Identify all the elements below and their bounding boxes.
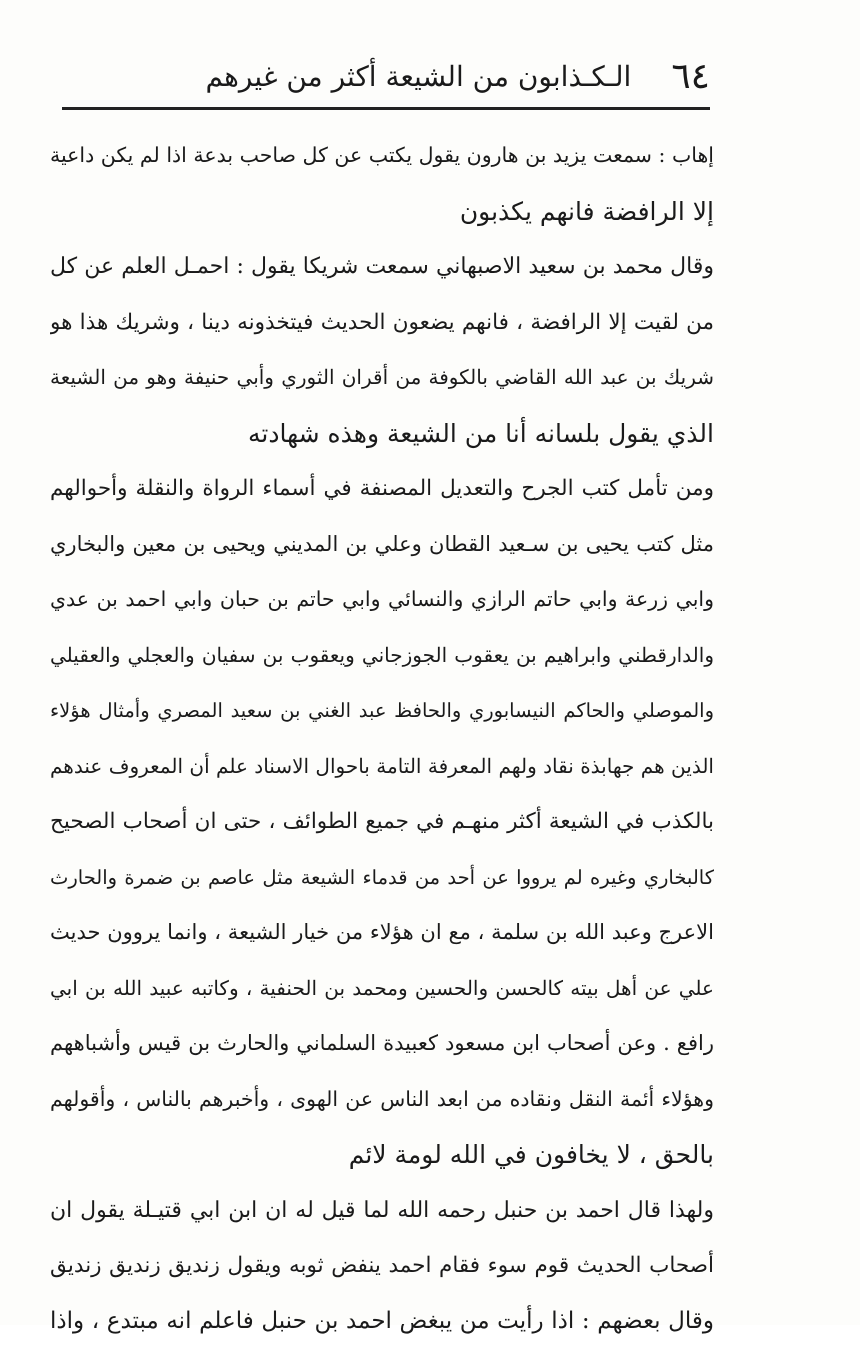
header-divider bbox=[62, 107, 710, 110]
text-line: وهؤلاء أئمة النقل ونقاده من ابعد الناس عن الهوى ، وأخبرهم بالناس ، وأقولهم bbox=[50, 1072, 714, 1128]
paragraph bbox=[50, 1183, 714, 1294]
text-line: أصحاب الحديث قوم سوء فقام احمد ينفض ثوبه ويقول زنديق زنديق زنديق bbox=[50, 1238, 714, 1294]
text-line: بالكذب في الشيعة أكثر منهـم في جميع الطوائف ، حتى ان أصحاب الصحيح bbox=[50, 794, 714, 850]
text-line: شريك بن عبد الله القاضي بالكوفة من أقران الثوري وأبي حنيفة وهو من الشيعة bbox=[50, 350, 714, 406]
text-line: وابي زرعة وابي حاتم الرازي والنسائي وابي حاتم بن حبان وابي احمد بن عدي bbox=[50, 572, 714, 628]
text-line: إلا الرافضة فانهم يكذبون bbox=[50, 184, 714, 240]
text-line: بالحق ، لا يخافون في الله لومة لائم bbox=[50, 1127, 714, 1183]
text-line: كالبخاري وغيره لم يرووا عن أحد من قدماء الشيعة مثل عاصم بن ضمرة والحارث bbox=[50, 850, 714, 906]
text-line: إهاب : سمعت يزيد بن هارون يقول يكتب عن كل صاحب بدعة اذا لم يكن داعية bbox=[50, 128, 714, 184]
paragraph bbox=[50, 461, 714, 1183]
paragraph bbox=[50, 128, 714, 239]
text-line: ومن تأمل كتب الجرح والتعديل المصنفة في أسماء الرواة والنقلة وأحوالهم bbox=[50, 461, 714, 517]
text-line: رافع . وعن أصحاب ابن مسعود كعبيدة السلماني والحارث بن قيس وأشباههم bbox=[50, 1016, 714, 1072]
text-line: من لقيت إلا الرافضة ، فانهم يضعون الحديث فيتخذونه دينا ، وشريك هذا هو bbox=[50, 295, 714, 351]
text-line: والدارقطني وابراهيم بن يعقوب الجوزجاني ويعقوب بن سفيان والعجلي والعقيلي bbox=[50, 628, 714, 684]
text-line: الاعرج وعبد الله بن سلمة ، مع ان هؤلاء من خيار الشيعة ، وانما يروون حديث bbox=[50, 905, 714, 961]
running-title: الـكـذابون من الشيعة أكثر من غيرهم bbox=[206, 60, 632, 93]
paragraph bbox=[50, 1294, 714, 1349]
page-header bbox=[60, 52, 710, 100]
text-line: وقال بعضهم : اذا رأيت من يبغض احمد بن حنبل فاعلم انه مبتدع ، واذا bbox=[50, 1294, 714, 1349]
text-line: علي عن أهل بيته كالحسن والحسين ومحمد بن الحنفية ، وكاتبه عبيد الله بن ابي bbox=[50, 961, 714, 1017]
text-line: الذي يقول بلسانه أنا من الشيعة وهذه شهادته bbox=[50, 406, 714, 462]
text-line: مثل كتب يحيى بن سـعيد القطان وعلي بن المديني ويحيى بن معين والبخاري bbox=[50, 517, 714, 573]
text-line: الذين هم جهابذة نقاد ولهم المعرفة التامة باحوال الاسناد علم أن المعروف عندهم bbox=[50, 739, 714, 795]
text-line: ولهذا قال احمد بن حنبل رحمه الله لما قيل له ان ابن ابي قتيـلة يقول ان bbox=[50, 1183, 714, 1239]
text-line: والموصلي والحاكم النيسابوري والحافظ عبد الغني بن سعيد المصري وأمثال هؤلاء bbox=[50, 683, 714, 739]
text-line: وقال محمد بن سعيد الاصبهاني سمعت شريكا يقول : احمـل العلم عن كل bbox=[50, 239, 714, 295]
body-text bbox=[50, 128, 714, 1349]
page-number: ٦٤ bbox=[671, 56, 710, 97]
paragraph bbox=[50, 239, 714, 461]
